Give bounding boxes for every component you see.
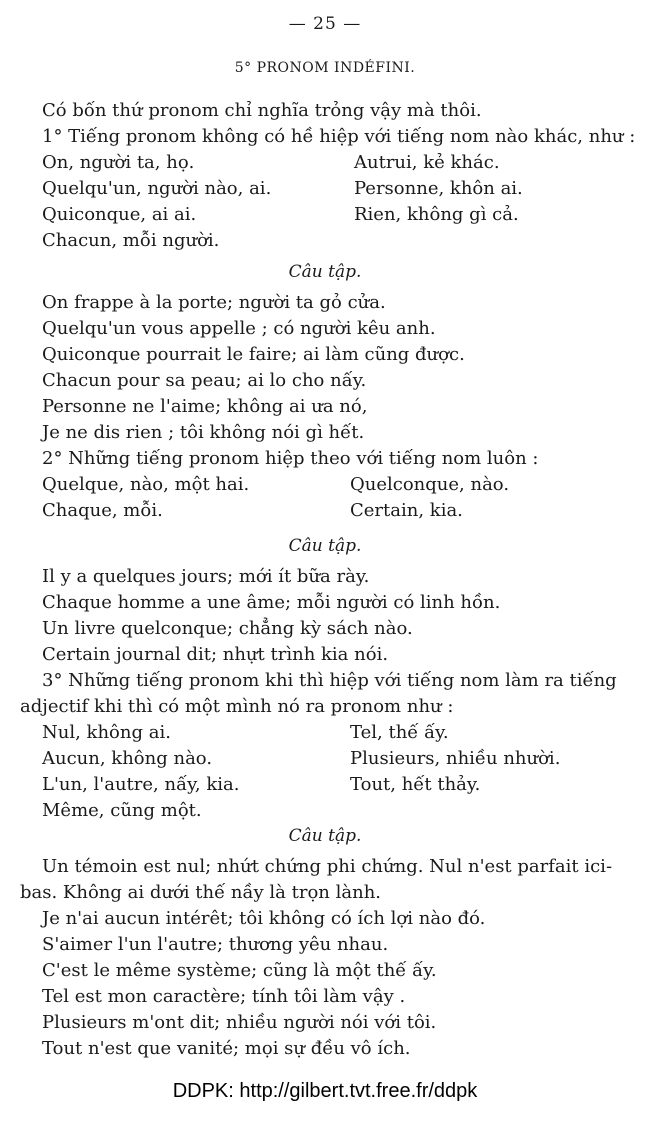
part1-left-item: Chacun, mỗi người. (42, 230, 220, 251)
part3-right-item: Plusieurs, nhiều nhười. (350, 748, 561, 769)
exercise-line: bas. Không ai dưới thế nầy là trọn lành. (20, 882, 382, 903)
part1-right-item: Autrui, kẻ khác. (354, 152, 500, 173)
section-title: 5° PRONOM INDÉFINI. (234, 60, 416, 76)
exercise-line: S'aimer l'un l'autre; thương yêu nhau. (42, 934, 389, 955)
exercise-line: Il y a quelques jours; mới ít bữa rày. (42, 566, 370, 587)
part3-left-item: Même, cũng một. (42, 800, 202, 821)
exercise-line: Tel est mon caractère; tính tôi làm vậy . (42, 986, 406, 1007)
part3-heading: adjectif khi thì có một mình nó ra pronom như : (20, 696, 454, 717)
exercise-label: Câu tập. (288, 262, 362, 282)
part1-right-item: Personne, khôn ai. (354, 178, 523, 199)
exercise-line: Un témoin est nul; nhứt chứng phi chứng. Nul n'est parfait ici- (42, 856, 613, 877)
part2-left-item: Chaque, mỗi. (42, 500, 163, 521)
exercise-line: Chacun pour sa peau; ai lo cho nấy. (42, 370, 367, 391)
part3-left-item: Aucun, không nào. (42, 748, 213, 769)
exercise-label: Câu tập. (288, 826, 362, 846)
part2-left-item: Quelque, nào, một hai. (42, 474, 250, 495)
exercise-line: Je ne dis rien ; tôi không nói gì hết. (42, 422, 365, 443)
part1-heading: 1° Tiếng pronom không có hề hiệp với tiếng nom nào khác, như : (42, 126, 636, 147)
part3-right-item: Tel, thế ấy. (350, 722, 449, 743)
exercise-line: Personne ne l'aime; không ai ưa nó, (42, 396, 368, 417)
footer-credit: DDPK: http://gilbert.tvt.free.fr/ddpk (172, 1080, 478, 1102)
part3-left-item: Nul, không ai. (42, 722, 171, 743)
part2-heading: 2° Những tiếng pronom hiệp theo với tiếng nom luôn : (42, 448, 539, 469)
exercise-line: Plusieurs m'ont dit; nhiều người nói với tôi. (42, 1012, 437, 1033)
part1-right-item: Rien, không gì cả. (354, 204, 519, 225)
intro-line: Có bốn thứ pronom chỉ nghĩa trỏng vậy mà thôi. (42, 100, 482, 121)
part3-right-item: Tout, hết thảy. (350, 774, 481, 795)
part3-heading: 3° Những tiếng pronom khi thì hiệp với tiếng nom làm ra tiếng (42, 670, 617, 691)
exercise-line: Tout n'est que vanité; mọi sự đều vô ích. (42, 1038, 411, 1059)
exercise-line: On frappe à la porte; người ta gỏ cửa. (42, 292, 386, 313)
exercise-line: C'est le même système; cũng là một thế ấy. (42, 960, 437, 981)
part1-left-item: On, người ta, họ. (42, 152, 195, 173)
exercise-line: Un livre quelconque; chẳng kỳ sách nào. (42, 618, 413, 639)
part1-left-item: Quelqu'un, người nào, ai. (42, 178, 272, 199)
exercise-line: Chaque homme a une âme; mỗi người có linh hồn. (42, 592, 501, 613)
part1-left-item: Quiconque, ai ai. (42, 204, 197, 225)
part3-left-item: L'un, l'autre, nấy, kia. (42, 774, 240, 795)
exercise-label: Câu tập. (288, 536, 362, 556)
exercise-line: Quiconque pourrait le faire; ai làm cũng được. (42, 344, 465, 365)
page-number: — 25 — (288, 14, 362, 34)
exercise-line: Je n'ai aucun intérêt; tôi không có ích lợi nào đó. (42, 908, 486, 929)
exercise-line: Certain journal dit; nhựt trình kia nói. (42, 644, 389, 665)
part2-right-item: Quelconque, nào. (350, 474, 510, 495)
exercise-line: Quelqu'un vous appelle ; có người kêu anh. (42, 318, 436, 339)
part2-right-item: Certain, kia. (350, 500, 463, 521)
